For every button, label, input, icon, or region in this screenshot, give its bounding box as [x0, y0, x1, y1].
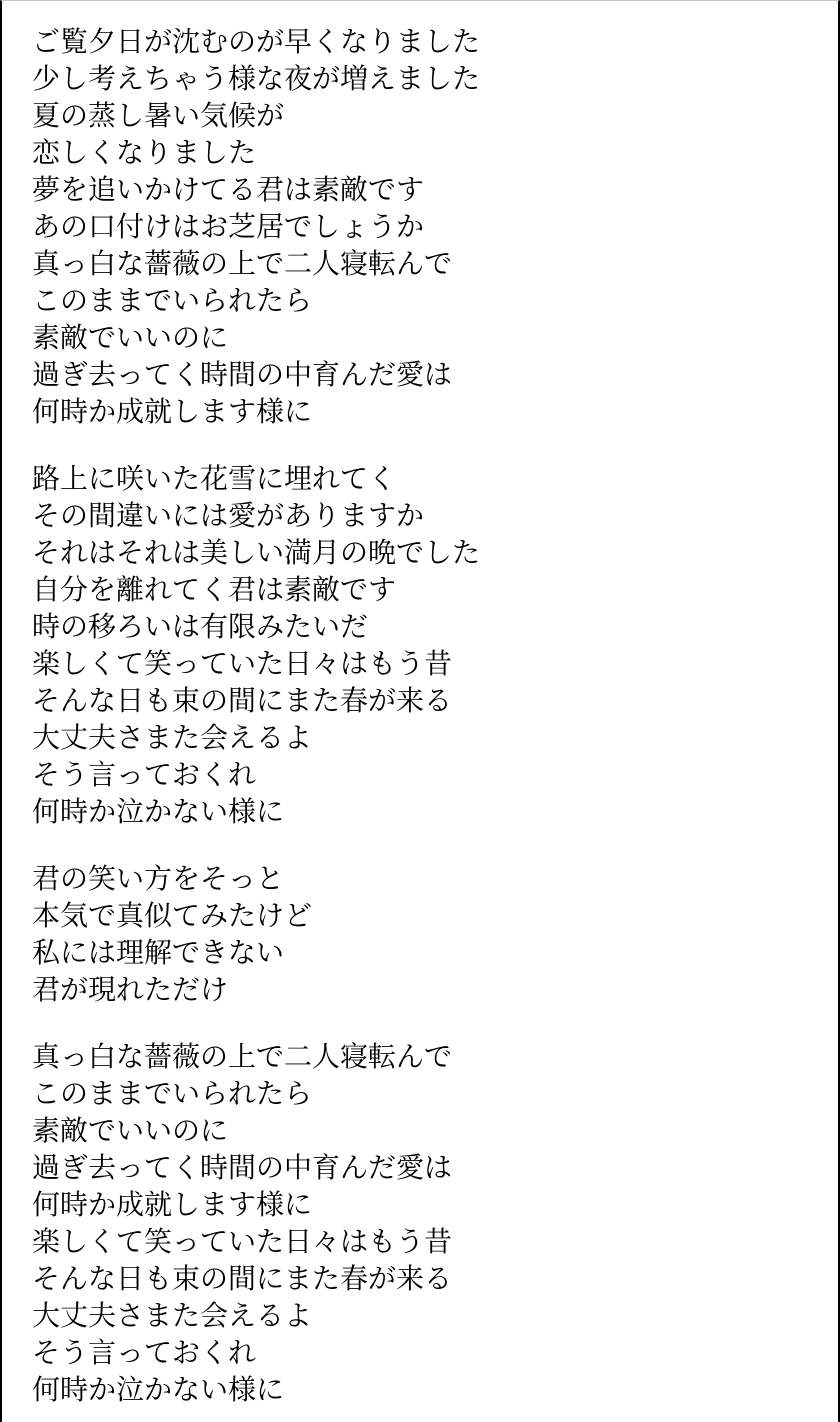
lyrics-line: そう言っておくれ [32, 758, 257, 791]
lyrics-line: 何時か成就します様に [32, 1188, 313, 1221]
lyrics-line: 過ぎ去ってく時間の中育んだ愛は [32, 1151, 453, 1184]
lyrics-line: 何時か泣かない様に [32, 795, 285, 828]
lyrics-stanza [32, 1038, 838, 1408]
lyrics-line: 過ぎ去ってく時間の中育んだ愛は [32, 358, 453, 391]
lyrics-line: 少し考えちゃう様な夜が増えました [32, 62, 481, 95]
lyrics-line: このままでいられたら [32, 284, 313, 317]
lyrics-line: 時の移ろいは有限みたいだ [32, 610, 369, 643]
lyrics-line: 大丈夫さまた会えるよ [32, 1299, 313, 1332]
lyrics-line: 夏の蒸し暑い気候が [32, 99, 285, 132]
lyrics-line: 楽しくて笑っていた日々はもう昔 [32, 1225, 453, 1258]
lyrics-line: このままでいられたら [32, 1077, 313, 1110]
lyrics-line: 夢を追いかけてる君は素敵です [32, 173, 425, 206]
lyrics-line: そんな日も束の間にまた春が来る [32, 684, 453, 717]
lyrics-line: 路上に咲いた花雪に埋れてく [32, 462, 397, 495]
lyrics-line: あの口付けはお芝居でしょうか [32, 210, 425, 243]
lyrics-line: 自分を離れてく君は素敵です [32, 573, 397, 606]
lyrics-line: 素敵でいいのに [32, 1114, 229, 1147]
lyrics-stanza [32, 460, 838, 830]
lyrics-line: そう言っておくれ [32, 1336, 257, 1369]
lyrics-line: ご覧夕日が沈むのが早くなりました [32, 25, 481, 58]
lyrics-line: 素敵でいいのに [32, 321, 229, 354]
lyrics-line: 大丈夫さまた会えるよ [32, 721, 313, 754]
lyrics-stanza [32, 860, 838, 1008]
lyrics-line: 君の笑い方をそっと [32, 862, 285, 895]
lyrics-line: そんな日も束の間にまた春が来る [32, 1262, 453, 1295]
lyrics-line: 真っ白な薔薇の上で二人寝転んで [32, 247, 453, 280]
lyrics-line: 本気で真似てみたけど [32, 899, 313, 932]
lyrics-line: その間違いには愛がありますか [32, 499, 425, 532]
lyrics-line: 恋しくなりました [32, 136, 257, 169]
lyrics-line: 君が現れただけ [32, 973, 229, 1006]
lyrics-line: 何時か泣かない様に [32, 1373, 285, 1406]
lyrics-line: 私には理解できない [32, 936, 285, 969]
lyrics-line: 真っ白な薔薇の上で二人寝転んで [32, 1040, 453, 1073]
lyrics-stanza [32, 23, 838, 430]
lyrics-line: 何時か成就します様に [32, 395, 313, 428]
lyrics-line: 楽しくて笑っていた日々はもう昔 [32, 647, 453, 680]
lyrics-line: それはそれは美しい満月の晩でした [32, 536, 481, 569]
